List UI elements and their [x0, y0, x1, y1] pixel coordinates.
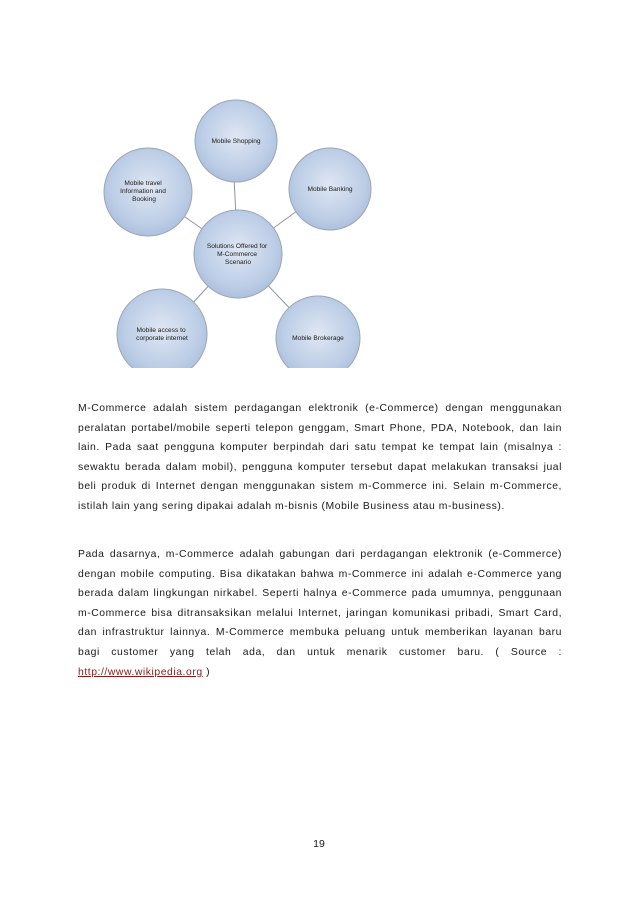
paragraph-mcommerce-definition: M-Commerce adalah sistem perdagangan elektronik (e-Commerce) dengan menggunakan peralatan portabel/mobile seperti telepon genggam, Smart Phone, PDA, Notebook, dan lain lain. Pada saat pengguna komputer berpindah dari satu tempat ke tempat lain (misalnya : sewaktu berada dalam mobil), pengguna komputer tersebut dapat melakukan transaksi jual beli produk di Internet dengan menggunakan sistem m-Commerce ini. Selain m-Commerce, istilah lain yang sering dipakai adalah m-bisnis (Mobile Business atau m-business).: [78, 403, 562, 512]
node-center-line3: Scenario: [224, 259, 252, 266]
node-bottom-right-label: Mobile Brokerage: [292, 335, 344, 342]
node-center-line2: M-Commerce: [217, 251, 258, 258]
node-bottom-left-line2: corporate internet: [136, 335, 188, 342]
page-number: 19: [313, 838, 325, 850]
node-top-left-line3: Booking: [132, 196, 156, 203]
node-top-label: Mobile Shopping: [211, 138, 261, 145]
paragraph2-tail: ): [202, 666, 211, 678]
mcommerce-diagram: [90, 88, 390, 368]
diagram-svg: [90, 88, 390, 368]
node-center-line1: Solutions Offered for: [206, 243, 268, 250]
paragraph-mcommerce-explanation: [78, 545, 562, 682]
node-bottom-left-line1: Mobile access to: [136, 327, 186, 334]
node-top-right-label: Mobile Banking: [307, 186, 353, 193]
node-bottom-left-label: [136, 327, 188, 342]
node-top-left-line1: Mobile travel: [124, 180, 162, 187]
source-link[interactable]: http://www.wikipedia.org: [78, 666, 203, 678]
node-top-left-line2: Information and: [120, 188, 166, 195]
paragraph2-text: Pada dasarnya, m-Commerce adalah gabungan dari perdagangan elektronik (e-Commerce) dengan mobile computing. Bisa dikatakan bahwa m-Commerce ini adalah e-Commerce yang berada dalam lingkungan nirkabel. Seperti halnya e-Commerce pada umumnya, penggunaan m-Commerce bisa ditransaksikan melalui Internet, jaringan komunikasi pribadi, Smart Card, dan infrastruktur lainnya. M-Commerce membuka peluang untuk memberikan layanan baru bagi customer yang telah ada, dan untuk menarik customer baru. ( Source :: [78, 549, 562, 658]
